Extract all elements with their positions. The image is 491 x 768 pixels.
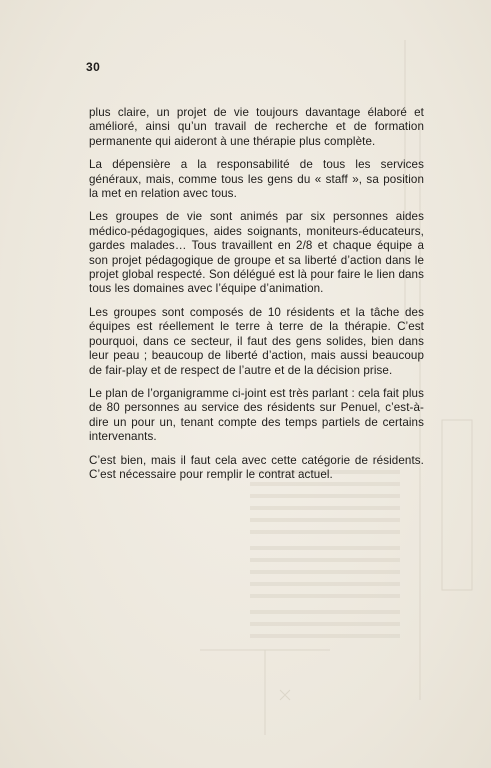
paragraph-2: La dépensière a la responsabilité de tous les services généraux, mais, comme tous les gens du « staff », sa position la met en relation avec tous. xyxy=(89,158,424,201)
body-text xyxy=(89,106,424,482)
paragraph-6: C’est bien, mais il faut cela avec cette catégorie de résidents. C’est nécessaire pour remplir le contrat actuel. xyxy=(89,453,424,481)
page-number: 30 xyxy=(86,60,101,74)
paragraph-3: Les groupes de vie sont animés par six personnes aides médico-pédagogiques, aides soignants, moniteurs-éducateurs, gardes malades… Tous travaillent en 2/8 et chaque équipe a son projet pédagogique de groupe et sa liberté d’action dans le projet global respecté. Son délégué est là pour faire le lien dans tous les domaines avec l’équipe d’animation. xyxy=(89,210,424,296)
paragraph-5: Le plan de l’organigramme ci-joint est très parlant : cela fait plus de 80 personnes au service des résidents sur Penuel, c’est-à-dire un pour un, tenant compte des temps partiels de certains intervenants. xyxy=(89,386,424,444)
paragraph-4: Les groupes sont composés de 10 résidents et la tâche des équipes est réellement le terre à terre de la thérapie. C’est pourquoi, dans ce secteur, il faut des gens solides, bien dans leur peau ; beaucoup de liberté d’action, mais aussi beaucoup de fair-play et de respect de l’autre et de la décision prise. xyxy=(89,305,424,377)
paragraph-1: plus claire, un projet de vie toujours davantage élaboré et amélioré, ainsi qu’un travail de recherche et de formation permanente qui aideront à une thérapie plus complète. xyxy=(89,106,424,148)
